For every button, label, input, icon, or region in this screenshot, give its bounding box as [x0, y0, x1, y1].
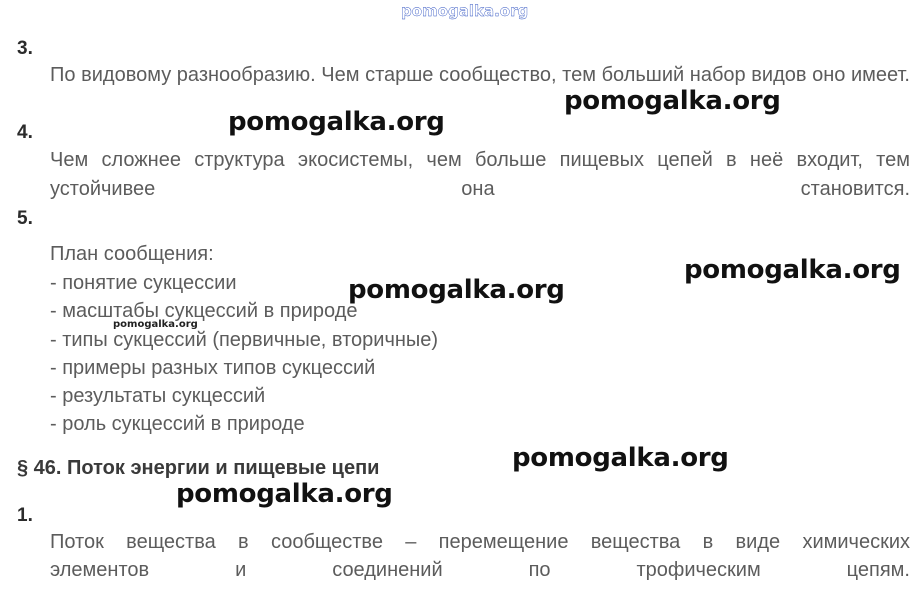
- watermark: pomogalka.org: [512, 443, 729, 473]
- question-1-number: 1.: [17, 505, 33, 526]
- watermark-top: pomogalka.org: [401, 2, 529, 20]
- question-1-line-1: Поток вещества в сообществе – перемещение вещества в виде химических: [50, 531, 910, 553]
- section-3-number: 3.: [17, 38, 33, 59]
- section-3-text: По видовому разнообразию. Чем старше сообщество, тем больший набор видов оно имеет.: [50, 64, 910, 86]
- watermark: pomogalka.org: [176, 479, 393, 509]
- list-item: - роль сукцессий в природе: [50, 413, 305, 436]
- list-item: - масштабы сукцессий в природе: [50, 300, 358, 323]
- list-item: - примеры разных типов сукцессий: [50, 356, 376, 379]
- list-item: - понятие сукцессии: [50, 272, 237, 294]
- list-item: - результаты сукцессий: [50, 385, 266, 408]
- section-4-number: 4.: [17, 122, 33, 143]
- watermark: pomogalka.org: [228, 107, 445, 137]
- watermark-small: pomogalka.org: [113, 319, 198, 330]
- watermark: pomogalka.org: [348, 275, 565, 305]
- section-heading: § 46. Поток энергии и пищевые цепи: [17, 457, 380, 479]
- watermark: pomogalka.org: [684, 255, 901, 285]
- section-5-number: 5.: [17, 208, 33, 229]
- list-item: - типы сукцессий (первичные, вторичные): [50, 328, 439, 351]
- watermark: pomogalka.org: [564, 86, 781, 116]
- question-1-line-2: элементов и соединений по трофическим цепям.: [50, 559, 910, 581]
- plan-title: План сообщения:: [50, 243, 214, 265]
- section-4-text: Чем сложнее структура экосистемы, чем больше пищевых цепей в неё входит, тем устойчивее она становится.: [50, 149, 910, 200]
